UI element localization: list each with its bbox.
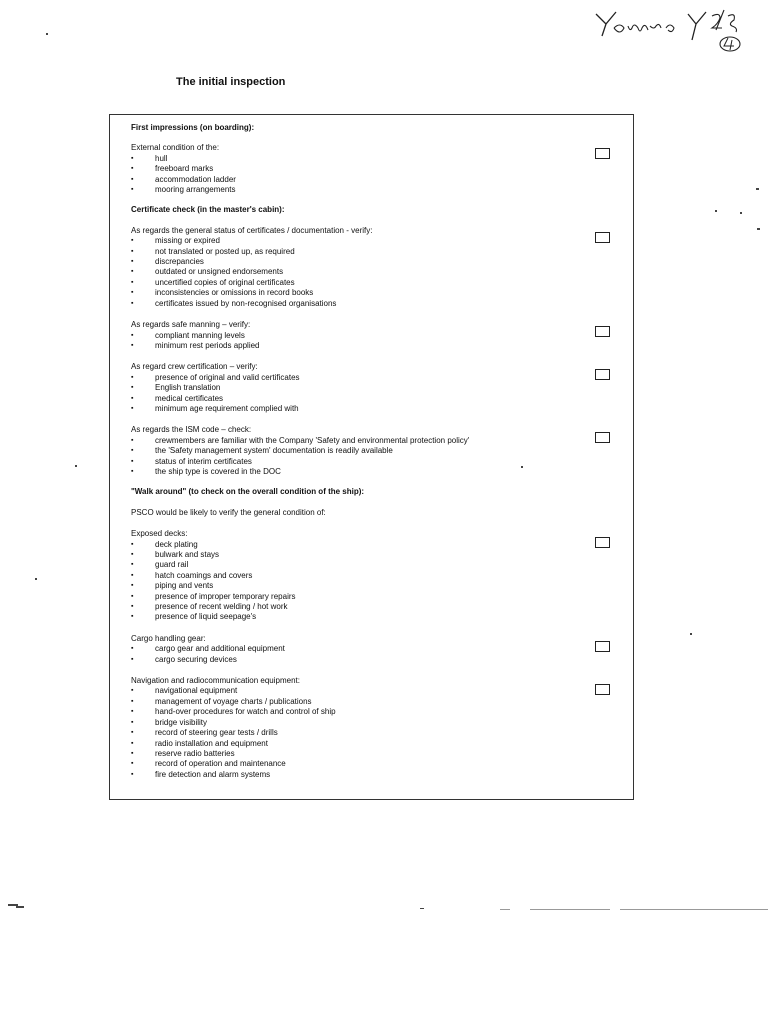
list-item: ▪ compliant manning levels xyxy=(131,331,591,341)
checkbox-safe-manning[interactable] xyxy=(595,326,610,337)
checkbox-ism-code[interactable] xyxy=(595,432,610,443)
scan-speck xyxy=(757,228,760,230)
checkbox-first-impressions[interactable] xyxy=(595,148,610,159)
section-intro: As regards safe manning – verify: xyxy=(131,320,251,330)
checkbox-certificate-status[interactable] xyxy=(595,232,610,243)
scan-speck xyxy=(75,465,77,467)
scan-line xyxy=(530,909,610,910)
list-item: ▪ presence of liquid seepage's xyxy=(131,612,591,622)
scan-speck xyxy=(521,466,523,468)
scan-speck xyxy=(756,188,759,190)
list-item: ▪ navigational equipment xyxy=(131,686,591,696)
list-item: ▪ presence of original and valid certificates xyxy=(131,373,591,383)
section-heading: "Walk around" (to check on the overall condition of the ship): xyxy=(131,487,365,497)
list-item: ▪ uncertified copies of original certificates xyxy=(131,278,591,288)
list-item: ▪ minimum rest periods applied xyxy=(131,341,591,351)
checkbox-exposed-decks[interactable] xyxy=(595,537,610,548)
list-item: ▪ the ship type is covered in the DOC xyxy=(131,467,591,477)
list-item: ▪ missing or expired xyxy=(131,236,591,246)
list-item: ▪ bulwark and stays xyxy=(131,550,591,560)
section-intro: As regard crew certification – verify: xyxy=(131,362,258,372)
list-item: ▪ management of voyage charts / publications xyxy=(131,697,591,707)
bullet-list xyxy=(131,331,591,352)
list-item: ▪ certificates issued by non-recognised organisations xyxy=(131,299,591,309)
handwritten-signature xyxy=(592,6,752,56)
list-item: ▪ guard rail xyxy=(131,560,591,570)
list-item: ▪ inconsistencies or omissions in record books xyxy=(131,288,591,298)
scan-speck xyxy=(35,578,37,580)
list-item: ▪ crewmembers are familiar with the Company 'Safety and environmental protection policy' xyxy=(131,436,591,446)
checkbox-navigation[interactable] xyxy=(595,684,610,695)
list-item: ▪ mooring arrangements xyxy=(131,185,591,195)
section-intro: Exposed decks: xyxy=(131,529,188,539)
list-item: ▪ discrepancies xyxy=(131,257,591,267)
list-item: ▪ hand-over procedures for watch and control of ship xyxy=(131,707,591,717)
list-item: ▪ accommodation ladder xyxy=(131,175,591,185)
page-title: The initial inspection xyxy=(176,76,286,88)
section-intro: As regards the ISM code – check: xyxy=(131,425,252,435)
list-item: ▪ radio installation and equipment xyxy=(131,739,591,749)
list-item: ▪ English translation xyxy=(131,383,591,393)
bullet-list xyxy=(131,154,591,196)
bullet-list xyxy=(131,236,591,309)
checkbox-crew-certification[interactable] xyxy=(595,369,610,380)
scan-line xyxy=(620,909,768,910)
scan-speck xyxy=(690,633,692,635)
list-item: ▪ bridge visibility xyxy=(131,718,591,728)
checklist-content xyxy=(131,123,591,780)
section-intro: Navigation and radiocommunication equipment: xyxy=(131,676,300,686)
section-intro: Cargo handling gear: xyxy=(131,633,206,643)
list-item: ▪ fire detection and alarm systems xyxy=(131,770,591,780)
list-item: ▪ reserve radio batteries xyxy=(131,749,591,759)
bullet-list xyxy=(131,686,591,780)
list-item: ▪ record of operation and maintenance xyxy=(131,759,591,769)
checkbox-cargo-handling[interactable] xyxy=(595,641,610,652)
section-heading: Certificate check (in the master's cabin): xyxy=(131,205,285,215)
list-item: ▪ cargo gear and additional equipment xyxy=(131,644,591,654)
list-item: ▪ deck plating xyxy=(131,540,591,550)
bullet-list xyxy=(131,540,591,623)
list-item: ▪ minimum age requirement complied with xyxy=(131,404,591,414)
list-item: ▪ the 'Safety management system' documentation is readily available xyxy=(131,446,591,456)
list-item: ▪ freeboard marks xyxy=(131,164,591,174)
list-item: ▪ record of steering gear tests / drills xyxy=(131,728,591,738)
list-item: ▪ hatch coamings and covers xyxy=(131,571,591,581)
section-intro: External condition of the: xyxy=(131,143,220,153)
scan-speck xyxy=(16,906,24,908)
list-item: ▪ status of interim certificates xyxy=(131,457,591,467)
section-heading: First impressions (on boarding): xyxy=(131,123,255,132)
list-item: ▪ piping and vents xyxy=(131,581,591,591)
list-item: ▪ not translated or posted up, as required xyxy=(131,247,591,257)
bullet-list xyxy=(131,644,591,665)
bullet-list xyxy=(131,373,591,415)
scan-speck xyxy=(46,33,48,35)
list-item: ▪ medical certificates xyxy=(131,394,591,404)
list-item: ▪ outdated or unsigned endorsements xyxy=(131,267,591,277)
scan-speck xyxy=(715,210,717,212)
scan-speck xyxy=(420,908,424,909)
list-item: ▪ hull xyxy=(131,154,591,164)
list-item: ▪ presence of recent welding / hot work xyxy=(131,602,591,612)
list-item: ▪ cargo securing devices xyxy=(131,655,591,665)
scan-speck xyxy=(740,212,742,214)
bullet-list xyxy=(131,436,591,478)
list-item: ▪ presence of improper temporary repairs xyxy=(131,592,591,602)
scan-line xyxy=(500,909,510,910)
section-intro: PSCO would be likely to verify the general condition of: xyxy=(131,507,326,517)
section-intro: As regards the general status of certificates / documentation - verify: xyxy=(131,225,373,235)
